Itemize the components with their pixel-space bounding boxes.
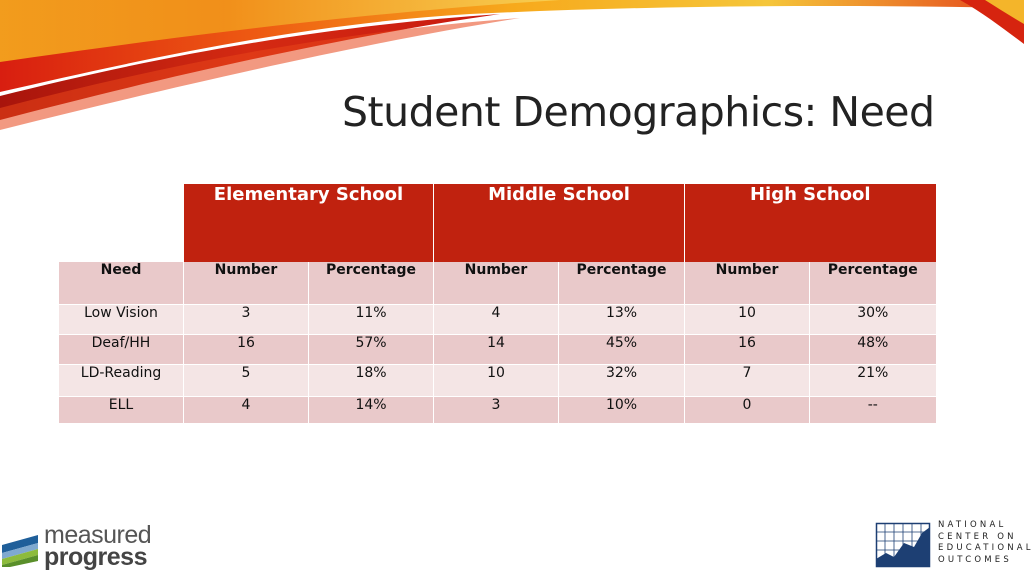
slide-title: Student Demographics: Need: [342, 88, 935, 136]
nceo-text: [938, 520, 1034, 566]
table-cell: 57%: [309, 334, 434, 364]
measured-progress-logo: [2, 521, 152, 573]
need-cell: Low Vision: [59, 304, 184, 334]
column-header: Need: [59, 262, 184, 304]
table-cell: 0: [685, 396, 810, 423]
column-header: Number: [184, 262, 309, 304]
table-cell: 18%: [309, 364, 434, 396]
nceo-text-line: OUTCOMES: [938, 554, 1012, 565]
table-cell: 3: [184, 304, 309, 334]
demographics-table: [58, 184, 936, 423]
high-school-header: High School: [685, 184, 936, 262]
need-cell: Deaf/HH: [59, 334, 184, 364]
table-cell: 16: [685, 334, 810, 364]
table-row: [59, 364, 936, 396]
logo-text-measured: measured: [44, 521, 152, 549]
table-cell: 48%: [810, 334, 936, 364]
measured-progress-mark-icon: [2, 531, 40, 567]
table-cell: 14: [434, 334, 559, 364]
nceo-text-line: EDUCATIONAL: [938, 543, 1034, 553]
nceo-logo: [876, 520, 1034, 570]
table-cell: 16: [184, 334, 309, 364]
need-cell: LD-Reading: [59, 364, 184, 396]
table-cell: 45%: [559, 334, 685, 364]
column-header: Percentage: [810, 262, 936, 304]
table-cell: 7: [685, 364, 810, 396]
need-cell: ELL: [59, 396, 184, 423]
header-empty-cell: [59, 184, 184, 262]
table-row: [59, 334, 936, 364]
table-cell: 14%: [309, 396, 434, 423]
column-header: Number: [685, 262, 810, 304]
nceo-text-line: NATIONAL: [938, 520, 1007, 530]
table-cell: 4: [184, 396, 309, 423]
table-row: [59, 396, 936, 423]
column-header: Percentage: [309, 262, 434, 304]
table-cell: 10: [434, 364, 559, 396]
table-cell: 5: [184, 364, 309, 396]
table-cell: 32%: [559, 364, 685, 396]
nceo-chart-mark-icon: [876, 523, 930, 567]
table-cell: 30%: [810, 304, 936, 334]
table-cell: 13%: [559, 304, 685, 334]
column-header-row: [59, 262, 936, 304]
table-cell: 10%: [559, 396, 685, 423]
logo-text-progress: progress: [44, 543, 147, 571]
column-header: Number: [434, 262, 559, 304]
table-cell: 21%: [810, 364, 936, 396]
middle-school-header: Middle School: [434, 184, 685, 262]
table-cell: 11%: [309, 304, 434, 334]
nceo-text-line: CENTER ON: [938, 531, 1017, 542]
table-row: [59, 304, 936, 334]
elementary-school-header: Elementary School: [184, 184, 434, 262]
table-cell: 3: [434, 396, 559, 423]
table-cell: 10: [685, 304, 810, 334]
column-header: Percentage: [559, 262, 685, 304]
table-cell: --: [810, 396, 936, 423]
table-cell: 4: [434, 304, 559, 334]
school-level-header-row: [59, 184, 936, 262]
